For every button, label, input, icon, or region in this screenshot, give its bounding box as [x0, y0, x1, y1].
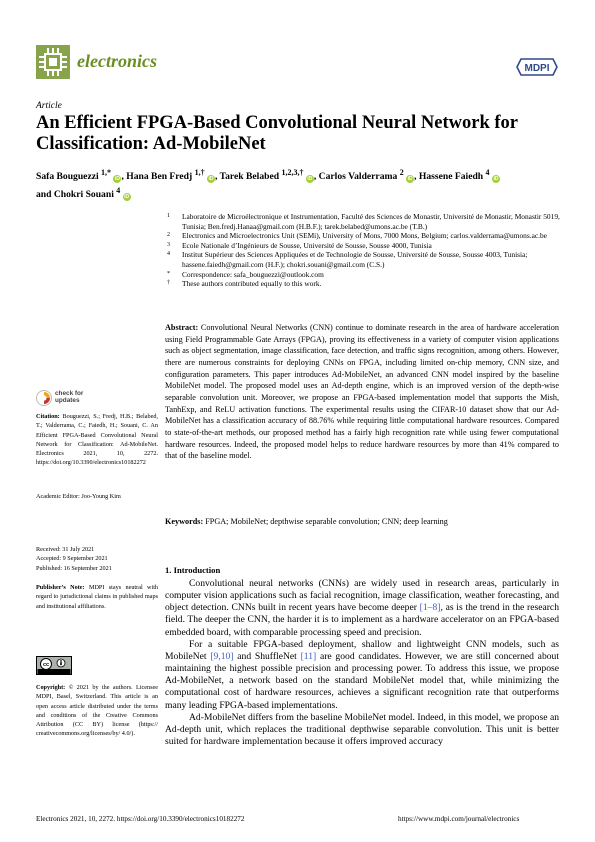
- affiliation-mark: 4: [167, 251, 170, 258]
- affiliation-text: Electronics and Microelectronics Unit (SEMi), University of Mons, 7000 Mons, Belgium; carlos.valderrama@umons.ac.be: [182, 231, 547, 241]
- keywords: [165, 516, 559, 527]
- affiliation-item: [165, 212, 565, 231]
- affiliation-mark: 2: [167, 232, 170, 239]
- check-updates-line1: check for: [55, 390, 84, 397]
- affiliation-item: [165, 241, 565, 251]
- author-name: Tarek Belabed: [219, 171, 280, 183]
- author-name: Hana Ben Fredj: [126, 171, 193, 183]
- author-sup: 1,*: [101, 168, 112, 177]
- academic-editor: Academic Editor: Joo-Young Kim: [36, 493, 121, 500]
- copyright-label: Copyright:: [36, 684, 66, 691]
- affiliation-mark: 1: [167, 213, 170, 219]
- copyright-text: © 2021 by the authors. Licensee MDPI, Basel, Switzerland. This article is an open access article distributed under the terms and conditions of the Creative Commons Attribution (CC BY) license (https:// creativecommons.org/licenses/by/ 4.0/).: [36, 684, 158, 738]
- citation-label: Citation:: [36, 413, 60, 420]
- paragraph: [165, 578, 559, 639]
- citation-link[interactable]: [9,10]: [210, 650, 234, 662]
- check-updates-icon: [36, 390, 52, 406]
- check-for-updates-text[interactable]: [55, 390, 83, 405]
- dates-block: [36, 545, 158, 573]
- paper-title: An Efficient FPGA-Based Convolutional Neural Network for Classification: Ad-MobileNet: [36, 113, 518, 154]
- author-sup: 2: [399, 168, 404, 177]
- publisher-note: [36, 583, 158, 611]
- section-body: [165, 578, 559, 748]
- orcid-icon[interactable]: iD: [493, 176, 499, 183]
- affiliations: [165, 212, 565, 289]
- affiliation-item: [165, 231, 565, 241]
- author-name: Carlos Valderrama: [318, 171, 398, 183]
- copyright-block: [36, 683, 158, 739]
- orcid-icon[interactable]: iD: [208, 176, 214, 183]
- cc-by-icon: [36, 656, 72, 675]
- orcid-icon[interactable]: iD: [114, 176, 120, 183]
- affiliation-text: These authors contributed equally to this work.: [182, 279, 322, 289]
- paragraph-text: Ad-MobileNet differs from the baseline MobileNet model. Indeed, in this model, we propose an Ad-depth unit, which replaces the traditional depthwise separable convolution. This unit is better suited for hardware implementation because it offers improved accuracy: [165, 711, 559, 748]
- publisher-note-text: MDPI stays neutral with regard to jurisdictional claims in published maps and institutional affiliations.: [36, 584, 159, 610]
- orcid-icon[interactable]: iD: [407, 176, 413, 183]
- abstract-label: Abstract:: [165, 323, 199, 332]
- footer-journal-url[interactable]: https://www.mdpi.com/journal/electronics: [398, 815, 520, 823]
- citation-link[interactable]: [11]: [300, 650, 317, 662]
- keywords-text: FPGA; MobileNet; depthwise separable convolution; CNN; deep learning: [205, 517, 448, 526]
- article-type: Article: [36, 101, 62, 111]
- affiliation-item: [165, 250, 565, 269]
- author-sup: 4: [116, 186, 121, 196]
- publisher-note-label: Publisher’s Note:: [36, 584, 85, 591]
- affiliation-text: Correspondence: safa_bouguezzi@outlook.com: [182, 269, 324, 279]
- journal-logo: [36, 45, 70, 79]
- orcid-icon[interactable]: iD: [124, 194, 130, 201]
- paragraph: [165, 712, 559, 748]
- cc-by-badge[interactable]: [36, 656, 72, 675]
- citation-link[interactable]: [1–8]: [419, 602, 441, 614]
- paragraph-text: Convolutional neural networks (CNNs) are widely used in research areas, particularly in computer vision applications such as facial recognition, image classification, weather forecasting, and object detection. CNNs built in recent years have become deeper: [165, 578, 559, 614]
- journal-name: electronics: [77, 51, 157, 71]
- section-title: 1. Introduction: [165, 565, 221, 575]
- check-updates-line2: updates: [55, 397, 80, 405]
- paragraph-text: are good candidates. However, we are still concerned about maintaining the highest possible precision and processing power. To address this issue, we propose Ad-MobileNet, a network based on the standard MobileNet model that, while minimizing the computational cost of hardware resources, achieves a significant recognition rate that outperforms many leading FPGA-based implementations.: [165, 650, 559, 711]
- author-name: Safa Bouguezzi: [36, 171, 99, 183]
- svg-text:cc: cc: [42, 662, 50, 669]
- affiliation-item: [165, 279, 565, 289]
- published-date: Published: 16 September 2021: [36, 564, 112, 572]
- author-sup: 4: [485, 168, 490, 177]
- citation-text: Bouguezzi, S.; Fredj, H.B.; Belabed, T.; Valderrama, C.; Faiedh, H.; Souani, C. An Efficient FPGA-Based Convolutional Neural Network for Classification: Ad-MobileNet. Electronics 2021, 10, 2272. https://doi.org/10.3390/electronics10182272: [36, 413, 158, 467]
- affiliation-mark: †: [167, 280, 170, 287]
- paragraph: [165, 639, 559, 712]
- check-for-updates-badge[interactable]: [36, 390, 52, 411]
- citation-block: [36, 412, 158, 468]
- affiliation-text: Laboratoire de Microélectronique et Instrumentation, Faculté des Sciences de Monastir, Université de Monastir, Monastir 5019, Tunisia; Ben.fredj.Hanaa@gmail.com (H.B.F.); tarek.belabed@umons.ac.be (T.B.): [182, 212, 560, 231]
- circuit-icon: [36, 45, 70, 79]
- mdpi-logo-icon: [515, 57, 559, 77]
- affiliation-text: Institut Supérieur des Sciences Appliquées et de Technologie de Sousse, Université de Sousse, Sousse 4003, Tunisia; hassene.faiedh@gmail.com (H.F.); chokri.souani@gmail.com (C.S.): [182, 250, 528, 269]
- paragraph-text: For a suitable FPGA-based deployment, shallow and lightweight CNN models, such as MobileNet: [165, 638, 559, 662]
- paragraph-text: and ShuffleNet: [233, 650, 301, 662]
- orcid-icon[interactable]: iD: [307, 176, 313, 183]
- affiliation-mark: 3: [167, 241, 170, 248]
- paragraph-text: , as is the trend in the research field. The deeper the CNN, the harder it is to implement as a hardware accelerator on an FPGA-based embedded board, with comparable processing speed and precision.: [165, 602, 559, 638]
- affiliation-mark: *: [167, 270, 170, 277]
- svg-text:MDPI: MDPI: [524, 63, 550, 74]
- footer-citation[interactable]: Electronics 2021, 10, 2272. https://doi.org/10.3390/electronics10182272: [36, 815, 245, 823]
- mdpi-logo: [515, 57, 559, 82]
- author-name: Hassene Faiedh: [418, 171, 484, 183]
- affiliation-text: Ecole Nationale d’Ingénieurs de Sousse, Université de Sousse, Sousse 4000, Tunisia: [182, 240, 432, 250]
- author-name: Chokri Souani: [53, 189, 114, 201]
- abstract: [165, 322, 559, 462]
- author-sup: 1,2,3,†: [281, 168, 304, 177]
- abstract-text: Convolutional Neural Networks (CNN) continue to dominate research in the area of hardware acceleration using Field Programmable Gate Arrays (FPGA), proving its effectiveness in a variety of computer vision applications such as object segmentation, image classification, face detection, and traffic signs recognition, among others. However, there are numerous constraints for deploying CNNs on FPGA, including limited on-chip memory, CNN size, and configuration parameters. This paper introduces Ad-MobileNet, an advanced CNN model inspired by the baseline MobileNet model. The proposed model uses an Ad-depth engine, which is an improved version of the depth-wise separable convolution unit. Moreover, we propose an FPGA-based implementation model that supports the Mish, TanhExp, and ReLU activation functions. The experimental results using the CIFAR-10 dataset show that our Ad-MobileNet has a classification accuracy of 88.76% while requiring little computational hardware resources. Compared to state-of-the-art methods, our proposed method has a fairly high recognition rate while using fewer computational hardware resources. Indeed, the proposed model helps to reduce hardware resources by more than 41% compared to that of the baseline model.: [165, 323, 559, 461]
- keywords-label: Keywords:: [165, 517, 204, 526]
- accepted-date: Accepted: 9 September 2021: [36, 555, 108, 563]
- author-sup: 1,†: [194, 168, 205, 177]
- received-date: Received: 31 July 2021: [36, 546, 95, 553]
- affiliation-item: [165, 270, 565, 280]
- author-list: Safa Bouguezzi $^{1,*}$ iD , Hana Ben Fredj $^{1,\dagger}$ iD , Tarek Belabed $^{1,2,3,\dagger}$ iD , Carlos Valderrama $^2$ iD , Hassene Faiedh $^4$ iD and Chokri Souani $^4$ iD: [36, 168, 499, 201]
